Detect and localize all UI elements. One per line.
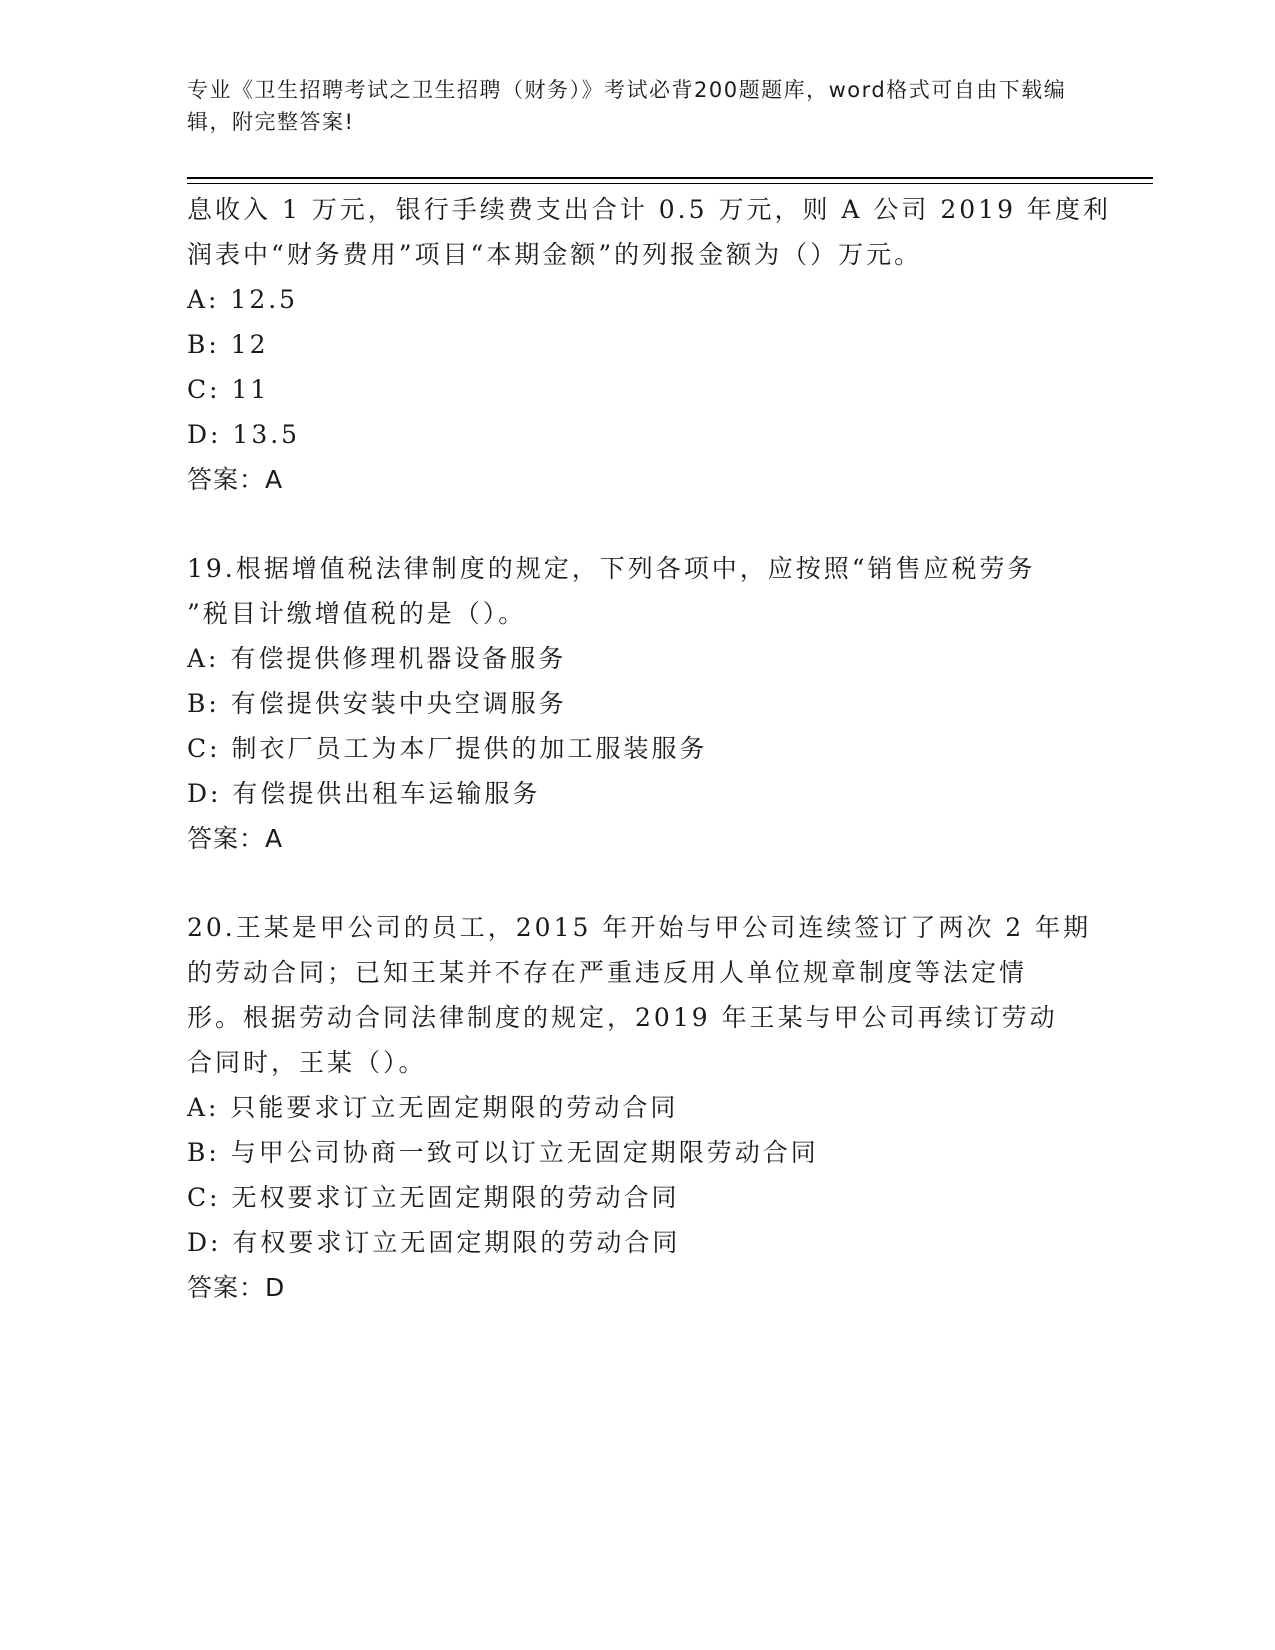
document-body (187, 187, 1111, 1310)
option-a: A: 只能要求订立无固定期限的劳动合同 (187, 1093, 679, 1122)
question-19 (187, 546, 1087, 861)
question-text-line: 20.王某是甲公司的员工，2015 年开始与甲公司连续签订了两次 2 年期 (187, 913, 1092, 942)
option-b: B: 与甲公司协商一致可以订立无固定期限劳动合同 (187, 1138, 819, 1167)
option-c: C: 无权要求订立无固定期限的劳动合同 (187, 1183, 680, 1212)
option-c: C: 制衣厂员工为本厂提供的加工服装服务 (187, 734, 708, 763)
question-spacer (187, 502, 1087, 546)
question-text-line: 形。根据劳动合同法律制度的规定，2019 年王某与甲公司再续订劳动 (187, 1003, 1058, 1032)
header-divider-thick (187, 177, 1153, 179)
question-text-line: 19.根据增值税法律制度的规定，下列各项中，应按照“销售应税劳务 (187, 554, 1036, 583)
question-text-line: 息收入 1 万元，银行手续费支出合计 0.5 万元，则 A 公司 2019 年度利 (187, 195, 1111, 224)
header-divider-thin (187, 183, 1153, 184)
option-b: B: 有偿提供安装中央空调服务 (187, 689, 567, 718)
option-a: A: 有偿提供修理机器设备服务 (187, 644, 567, 673)
option-d: D: 13.5 (187, 420, 301, 449)
option-b: B: 12 (187, 330, 269, 359)
option-d: D: 有偿提供出租车运输服务 (187, 779, 541, 808)
question-20 (187, 905, 1092, 1310)
option-c: C: 11 (187, 375, 270, 404)
page-header: 专业《卫生招聘考试之卫生招聘（财务）》考试必背200题题库，word格式可自由下载编辑，附完整答案! (187, 78, 1067, 134)
answer-line: 答案：D (187, 1273, 286, 1302)
question-18-continuation (187, 187, 1111, 502)
option-a: A: 12.5 (187, 285, 299, 314)
question-spacer (187, 861, 1087, 905)
answer-line: 答案：A (187, 824, 284, 853)
option-d: D: 有权要求订立无固定期限的劳动合同 (187, 1228, 681, 1257)
question-text-line: ”税目计缴增值税的是（）。 (187, 599, 527, 628)
answer-line: 答案：A (187, 465, 284, 494)
question-text-line: 的劳动合同；已知王某并不存在严重违反用人单位规章制度等法定情 (187, 958, 1028, 987)
question-text-line: 润表中“财务费用”项目“本期金额”的列报金额为（）万元。 (187, 240, 923, 269)
question-text-line: 合同时，王某（）。 (187, 1048, 427, 1077)
